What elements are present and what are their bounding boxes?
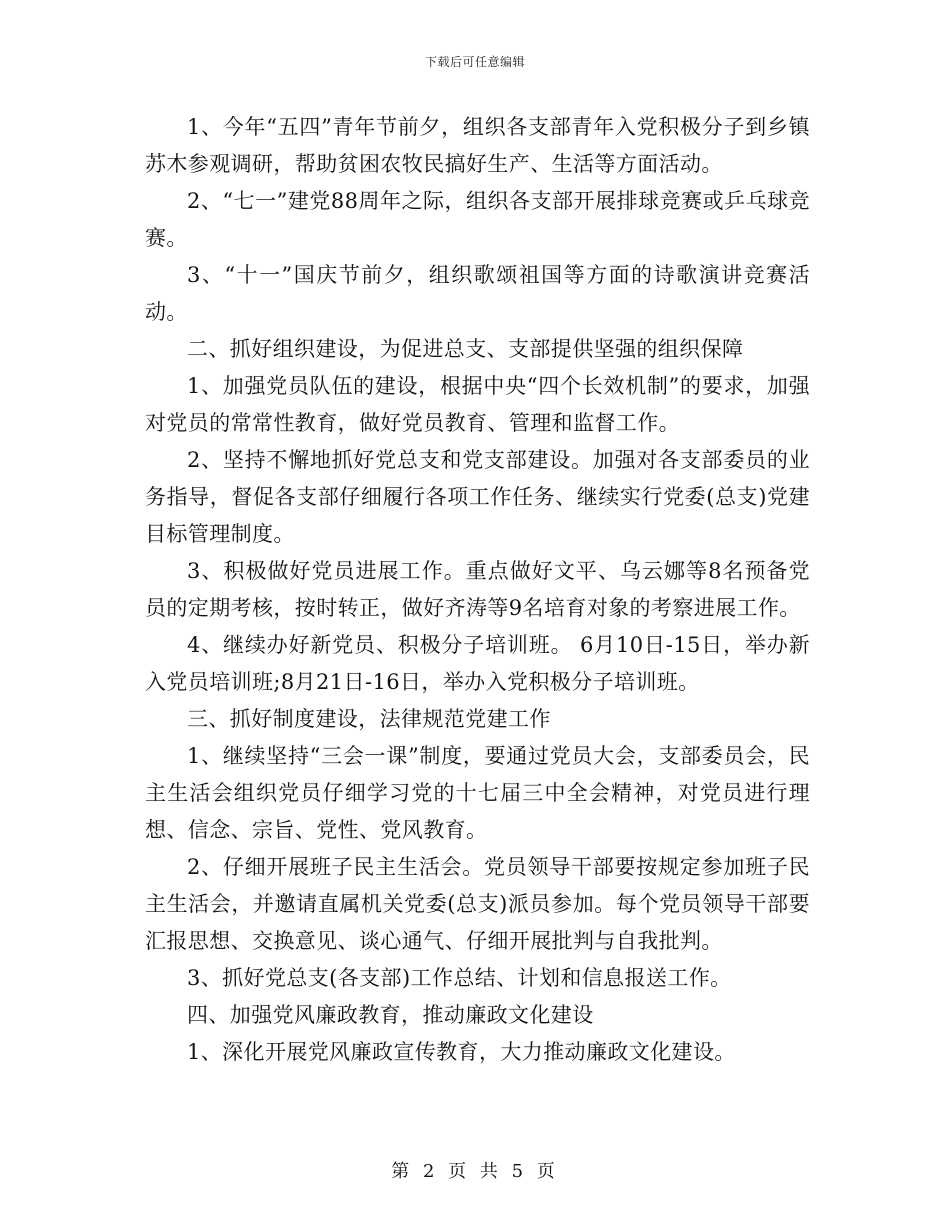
page-header: 下载后可任意编辑 — [424, 55, 525, 69]
paragraph-5: 1、加强党员队伍的建设，根据中央“四个长效机制”的要求，加强对党员的常常性教育，做好党员教育、管理和监督工作。 — [145, 374, 810, 435]
paragraph-2: 2、“七一”建党88周年之际，组织各支部开展排球竞赛或乒乓球竞赛。 — [145, 189, 810, 250]
page-footer: 第 2 页 共 5 页 — [391, 1161, 559, 1182]
section-heading-3: 三、抓好制度建设，法律规范党建工作 — [187, 707, 551, 731]
paragraph-7: 3、积极做好党员进展工作。重点做好文平、乌云娜等8名预备党员的定期考核，按时转正，做好齐涛等9名培育对象的考察进展工作。 — [145, 559, 810, 620]
paragraph-14: 1、深化开展党风廉政宣传教育，大力推动廉政文化建设。 — [187, 1040, 736, 1064]
document-body — [145, 109, 810, 1071]
paragraph-12: 3、抓好党总支(各支部)工作总结、计划和信息报送工作。 — [187, 966, 732, 990]
section-heading-4: 四、加强党风廉政教育，推动廉政文化建设 — [187, 1003, 594, 1027]
paragraph-3: 3、“十一”国庆节前夕，组织歌颂祖国等方面的诗歌演讲竞赛活动。 — [145, 263, 810, 324]
paragraph-1: 1、今年“五四”青年节前夕，组织各支部青年入党积极分子到乡镇苏木参观调研，帮助贫困农牧民搞好生产、生活等方面活动。 — [145, 115, 810, 176]
section-heading-2: 二、抓好组织建设，为促进总支、支部提供坚强的组织保障 — [187, 337, 744, 361]
paragraph-11: 2、仔细开展班子民主生活会。党员领导干部要按规定参加班子民主生活会，并邀请直属机关党委(总支)派员参加。每个党员领导干部要汇报思想、交换意见、谈心通气、仔细开展批判与自我批判。 — [145, 855, 810, 953]
paragraph-6: 2、坚持不懈地抓好党总支和党支部建设。加强对各支部委员的业务指导，督促各支部仔细履行各项工作任务、继续实行党委(总支)党建目标管理制度。 — [145, 448, 810, 546]
paragraph-8: 4、继续办好新党员、积极分子培训班。 6月10日-15日，举办新入党员培训班;8月21日-16日，举办入党积极分子培训班。 — [145, 633, 810, 694]
paragraph-10: 1、继续坚持“三会一课”制度，要通过党员大会，支部委员会，民主生活会组织党员仔细学习党的十七届三中全会精神，对党员进行理想、信念、宗旨、党性、党风教育。 — [145, 744, 810, 842]
